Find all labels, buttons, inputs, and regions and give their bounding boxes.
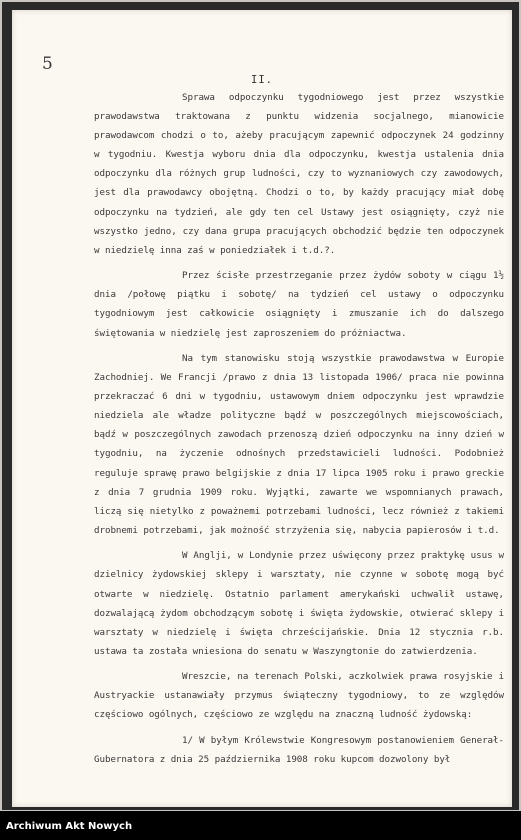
document-page	[12, 10, 512, 807]
archive-footer	[0, 811, 521, 840]
paragraph: Przez ścisłe przestrzeganie przez żydów soboty w ciągu 1½ dnia /połowę piątku i sobotę/ na tydzień cel ustawy o odpoczynku tygodniowym jest całkowicie osiągnięty i zmuszanie ich do dalszego świętowania w niedzielę jest zaproszeniem do próżniactwa.	[94, 270, 504, 339]
paragraph: W Anglji, w Londynie przez uświęcony przez praktykę usus w dzielnicy żydowskiej sklepy i warsztaty, nie czynne w sobotę mogą być otwarte w niedzielę. Ostatnio parlament amerykański uchwalił ustawę, dozwalającą żydom obchodzącym sobotę i święta żydowskie, otwierać sklepy i warsztaty w niedzielę i święta chrześcijańskie. Dnia 12 stycznia r.b. ustawa ta została wniesiona do senatu w Waszyngtonie do zatwierdzenia.	[94, 550, 504, 657]
paragraph: Sprawa odpoczynku tygodniowego jest przez wszystkie prawodawstwa traktowana z punktu widzenia socjalnego, mianowicie prawodawcom chodzi o to, ażeby pracującym zapewnić odpoczynek 24 godzinny w tygodniu. Kwestja wyboru dnia dla odpoczynku, kwestja ustalenia dnia odpoczynku dla różnych grup ludności, czy to wyznaniowych czy zawodowych, jest dla prawodawcy obojętną. Chodzi o to, by każdy pracujący miał dobę odpoczynku na tydzień, ale gdy ten cel Ustawy jest osiągnięty, czyż nie wszystko jedno, czy dana grupa pracujących obchodzić będzie ten odpoczynek w niedzielę inna zaś w poniedziałek i t.d.?.	[94, 92, 504, 256]
document-body	[94, 88, 504, 769]
page-frame	[2, 2, 519, 810]
section-heading: II.	[251, 74, 273, 86]
page-number: 5	[42, 54, 53, 74]
paragraph: Na tym stanowisku stoją wszystkie prawodawstwa w Europie Zachodniej. We Francji /prawo z dnia 13 listopada 1906/ praca nie powinna przekraczać 6 dni w tygodniu, ustawowym dniem odpoczynku jest wprawdzie niedziela ale władze polityczne bądź w poszczególnych miejscowościach, bądź w poszczególnych zawodach przenoszą dzień odpoczynku na inny dzień w tygodniu, na życzenie odnośnych przedstawicieli ludności. Podobnież reguluje sprawę prawo belgijskie z dnia 17 lipca 1905 roku i prawo greckie z dnia 7 grudnia 1909 roku. Wyjątki, zawarte we wspomnianych prawach, liczą się nietylko z poważnemi potrzebami ludności, lecz również z takiemi drobnemi potrzebami, jak możność strzyżenia się, nabycia papierosów i t.d.	[94, 353, 504, 536]
paragraph: Wreszcie, na terenach Polski, aczkolwiek prawa rosyjskie i Austryackie ustanawiały przymus świąteczny tygodniowy, to ze względów częściowo ogólnych, częściowo ze względu na znaczną ludność żydowską:	[94, 671, 504, 721]
paragraph: 1/ W byłym Królewstwie Kongresowym postanowieniem Generał-Gubernatora z dnia 25 października 1908 roku kupcom dozwolony był	[94, 734, 504, 766]
archive-label: Archiwum Akt Nowych	[6, 821, 133, 832]
